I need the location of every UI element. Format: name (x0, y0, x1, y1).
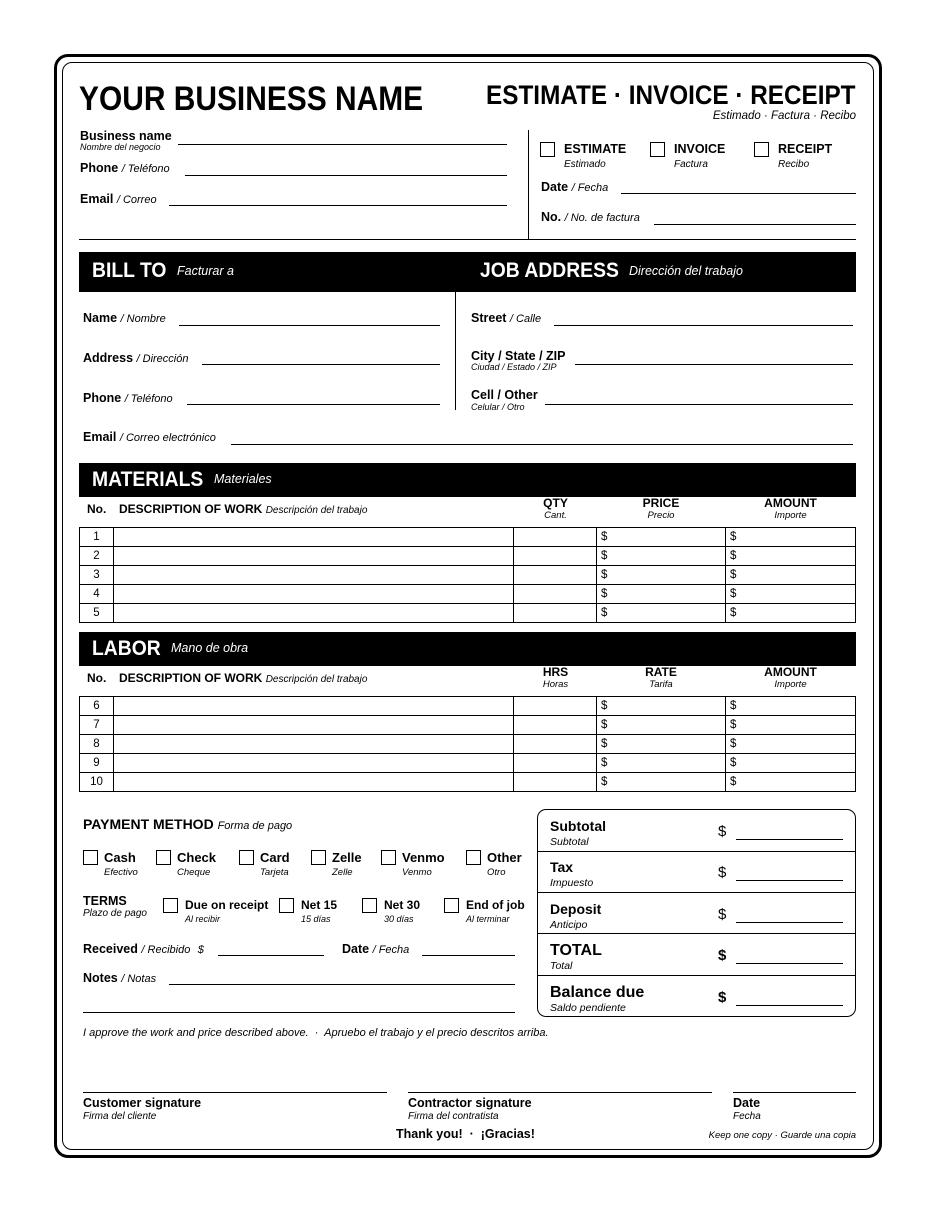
labor-title: LABOR (92, 637, 161, 660)
totals-amount-field[interactable] (736, 1005, 843, 1006)
table-row (80, 604, 856, 623)
notes-field-1[interactable] (169, 984, 515, 985)
bill-address-label: Address / Dirección (83, 351, 189, 365)
materials-price-header: PRICE Precio (642, 496, 680, 521)
document-title-sub: Estimado · Factura · Recibo (712, 110, 856, 122)
table-row (80, 566, 856, 585)
price-cell[interactable]: $ (597, 528, 726, 547)
labor-amount-header: AMOUNT Importe (764, 665, 817, 690)
totals-sub: Subtotal (550, 836, 589, 848)
row-number: 4 (80, 585, 114, 604)
payment-method-title: PAYMENT METHOD Forma de pago (83, 816, 293, 832)
quantity-cell[interactable] (514, 585, 597, 604)
payment-method-sub: Cheque (177, 867, 211, 878)
invoice-checkbox[interactable] (650, 142, 665, 157)
totals-box (537, 809, 856, 1017)
payment-method-label: Other (487, 850, 522, 865)
amount-cell[interactable]: $ (726, 566, 856, 585)
totals-amount-field[interactable] (736, 839, 843, 840)
estimate-option-sub: Estimado (564, 159, 606, 170)
materials-desc-header: DESCRIPTION OF WORK Descripción del trabajo (119, 502, 368, 516)
totals-row (538, 810, 855, 852)
thank-you: Thank you! · ¡Gracias! (396, 1127, 535, 1141)
payment-method-label: Card (260, 850, 290, 865)
quantity-cell[interactable] (514, 735, 597, 754)
quantity-cell[interactable] (514, 697, 597, 716)
totals-row (538, 976, 855, 1017)
materials-qty-header: QTY Cant. (543, 496, 568, 521)
payment-card-checkbox[interactable] (239, 850, 254, 865)
table-row (80, 528, 856, 547)
table-row (80, 585, 856, 604)
price-cell[interactable]: $ (597, 547, 726, 566)
received-field[interactable] (218, 955, 324, 956)
labor-rate-header: RATE Tarifa (645, 665, 677, 690)
totals-row (538, 893, 855, 935)
price-cell[interactable]: $ (597, 585, 726, 604)
row-number: 5 (80, 604, 114, 623)
table-row (80, 547, 856, 566)
amount-cell[interactable]: $ (726, 547, 856, 566)
payment-other-checkbox[interactable] (466, 850, 481, 865)
terms-checkbox[interactable] (444, 898, 459, 913)
table-row (80, 697, 856, 716)
bill-job-divider (455, 292, 456, 410)
job-city-sub: Ciudad / Estado / ZIP (471, 362, 557, 372)
terms-checkbox[interactable] (279, 898, 294, 913)
bill-name-label: Name / Nombre (83, 311, 166, 325)
invoice-option-label: INVOICE (674, 142, 726, 156)
description-cell[interactable] (114, 754, 514, 773)
payment-method-sub: Otro (487, 867, 506, 878)
job-address-title-sub: Dirección del trabajo (629, 264, 743, 278)
row-number: 2 (80, 547, 114, 566)
materials-no-header: No. (87, 502, 107, 516)
notes-field-2[interactable] (83, 1012, 515, 1013)
price-cell[interactable]: $ (597, 697, 726, 716)
price-cell[interactable]: $ (597, 773, 726, 792)
description-cell[interactable] (114, 697, 514, 716)
table-row (80, 754, 856, 773)
business-phone-label: Phone / Teléfono (80, 161, 170, 175)
materials-title-sub: Materiales (214, 472, 272, 486)
business-name-field[interactable] (178, 144, 507, 145)
quantity-cell[interactable] (514, 754, 597, 773)
payment-method-label: Zelle (332, 850, 362, 865)
totals-label: Balance due (550, 983, 645, 1001)
signature-date-label: Date (733, 1096, 761, 1110)
signature-date-line[interactable] (733, 1092, 856, 1093)
totals-sub: Total (550, 960, 573, 973)
job-cell-label: Cell / Other (471, 388, 538, 402)
description-cell[interactable] (114, 547, 514, 566)
job-cell-field[interactable] (545, 404, 853, 405)
totals-amount-field[interactable] (736, 880, 843, 881)
payment-method-sub: Efectivo (104, 867, 138, 878)
business-name-title: YOUR BUSINESS NAME (79, 80, 424, 118)
signature-date-sub: Fecha (733, 1111, 761, 1122)
amount-cell[interactable]: $ (726, 585, 856, 604)
amount-cell[interactable]: $ (726, 604, 856, 623)
contractor-signature-label: Contractor signature (408, 1096, 532, 1110)
job-street-label: Street / Calle (471, 311, 542, 325)
table-row (80, 735, 856, 754)
job-street-field[interactable] (554, 325, 853, 326)
labor-hrs-header: HRS Horas (542, 665, 569, 690)
materials-title: MATERIALS (92, 468, 204, 491)
business-name-label: Business name (80, 129, 172, 143)
totals-row (538, 851, 855, 893)
totals-label: Deposit (550, 900, 602, 917)
receipt-checkbox[interactable] (754, 142, 769, 157)
payment-venmo-checkbox[interactable] (381, 850, 396, 865)
totals-amount-field[interactable] (736, 922, 843, 923)
customer-signature-sub: Firma del cliente (83, 1111, 157, 1122)
description-cell[interactable] (114, 585, 514, 604)
amount-cell[interactable]: $ (726, 528, 856, 547)
totals-sub: Saldo pendiente (550, 1001, 626, 1014)
row-number: 8 (80, 735, 114, 754)
row-number: 9 (80, 754, 114, 773)
totals-sub: Impuesto (550, 877, 594, 890)
row-number: 6 (80, 697, 114, 716)
email-row-field[interactable] (231, 444, 853, 445)
terms-option-label: Net 30 (384, 898, 421, 912)
bill-phone-label: Phone / Teléfono (83, 391, 173, 405)
terms-option-sub: Al terminar (466, 914, 510, 924)
materials-table (79, 527, 856, 623)
business-phone-field[interactable] (185, 175, 507, 176)
description-cell[interactable] (114, 716, 514, 735)
customer-signature-label: Customer signature (83, 1096, 202, 1110)
payment-method-sub: Zelle (332, 867, 353, 878)
totals-label: Subtotal (550, 818, 606, 834)
terms-checkbox[interactable] (362, 898, 377, 913)
header-divider (79, 239, 856, 240)
labor-table (79, 696, 856, 792)
materials-amount-header: AMOUNT Importe (764, 496, 817, 521)
totals-currency: $ (718, 864, 727, 882)
table-row (80, 716, 856, 735)
price-cell[interactable]: $ (597, 735, 726, 754)
row-number: 1 (80, 528, 114, 547)
description-cell[interactable] (114, 773, 514, 792)
amount-cell[interactable]: $ (726, 716, 856, 735)
estimate-checkbox[interactable] (540, 142, 555, 157)
totals-row (538, 934, 855, 976)
payment-check-checkbox[interactable] (156, 850, 171, 865)
price-cell[interactable]: $ (597, 604, 726, 623)
payment-cash-checkbox[interactable] (83, 850, 98, 865)
totals-label: TOTAL (550, 942, 602, 960)
invoice-option-sub: Factura (674, 159, 708, 170)
totals-currency: $ (718, 947, 727, 965)
doc-date-field[interactable] (621, 193, 856, 194)
terms-checkbox[interactable] (163, 898, 178, 913)
terms-option-label: Net 15 (301, 898, 338, 912)
totals-currency: $ (718, 823, 727, 840)
description-cell[interactable] (114, 604, 514, 623)
terms-sub: Plazo de pago (83, 908, 147, 919)
approval-statement: I approve the work and price described above. · Apruebo el trabajo y el precio descritos arriba. (83, 1027, 549, 1039)
totals-currency: $ (718, 988, 727, 1006)
bill-name-field[interactable] (179, 325, 440, 326)
price-cell[interactable]: $ (597, 754, 726, 773)
price-cell[interactable]: $ (597, 716, 726, 735)
labor-no-header: No. (87, 671, 107, 685)
payment-method-label: Check (177, 850, 217, 865)
description-cell[interactable] (114, 735, 514, 754)
business-email-label: Email / Correo (80, 192, 157, 206)
quantity-cell[interactable] (514, 773, 597, 792)
amount-cell[interactable]: $ (726, 697, 856, 716)
receipt-option-sub: Recibo (778, 159, 810, 170)
payment-method-sub: Tarjeta (260, 867, 289, 878)
business-email-field[interactable] (169, 205, 507, 206)
contractor-signature-sub: Firma del contratista (408, 1111, 499, 1122)
document-title: ESTIMATE · INVOICE · RECEIPT (486, 80, 856, 110)
terms-option-label: End of job (466, 898, 525, 912)
terms-label: TERMS (83, 894, 127, 908)
labor-desc-header: DESCRIPTION OF WORK Descripción del trabajo (119, 671, 368, 685)
row-number: 3 (80, 566, 114, 585)
terms-option-sub: 15 días (301, 914, 331, 924)
job-city-label: City / State / ZIP (471, 349, 566, 363)
amount-cell[interactable]: $ (726, 735, 856, 754)
doc-number-field[interactable] (654, 224, 856, 225)
email-row-label: Email / Correo electrónico (83, 430, 216, 444)
header-vertical-divider (528, 130, 529, 240)
doc-number-label: No. / No. de factura (541, 210, 640, 224)
quantity-cell[interactable] (514, 547, 597, 566)
job-address-title: JOB ADDRESS (480, 259, 619, 282)
payment-method-label: Venmo (402, 850, 445, 865)
terms-option-sub: 30 días (384, 914, 414, 924)
received-label: Received / Recibido $ (83, 942, 204, 956)
row-number: 10 (80, 773, 114, 792)
job-cell-sub: Celular / Otro (471, 402, 525, 412)
payment-method-sub: Venmo (402, 867, 432, 878)
business-name-sub: Nombre del negocio (80, 142, 161, 152)
labor-title-sub: Mano de obra (171, 641, 249, 655)
received-date-label: Date / Fecha (342, 942, 410, 956)
estimate-option-label: ESTIMATE (564, 142, 627, 156)
payment-zelle-checkbox[interactable] (311, 850, 326, 865)
received-date-field[interactable] (422, 955, 515, 956)
job-city-field[interactable] (575, 364, 853, 365)
quantity-cell[interactable] (514, 716, 597, 735)
customer-signature-line[interactable] (83, 1092, 387, 1093)
quantity-cell[interactable] (514, 566, 597, 585)
totals-sub: Anticipo (550, 918, 588, 931)
totals-label: Tax (550, 859, 574, 876)
quantity-cell[interactable] (514, 528, 597, 547)
amount-cell[interactable]: $ (726, 754, 856, 773)
terms-option-sub: Al recibir (185, 914, 221, 924)
contractor-signature-line[interactable] (408, 1092, 712, 1093)
quantity-cell[interactable] (514, 604, 597, 623)
bill-phone-field[interactable] (187, 404, 440, 405)
terms-option-label: Due on receipt (185, 898, 269, 912)
copy-note: Keep one copy · Guarde una copia (708, 1130, 856, 1141)
notes-label: Notes / Notas (83, 971, 157, 985)
amount-cell[interactable]: $ (726, 773, 856, 792)
row-number: 7 (80, 716, 114, 735)
bill-to-title: BILL TO (92, 259, 167, 282)
price-cell[interactable]: $ (597, 566, 726, 585)
description-cell[interactable] (114, 528, 514, 547)
payment-method-label: Cash (104, 850, 136, 865)
table-row (80, 773, 856, 792)
receipt-option-label: RECEIPT (778, 142, 833, 156)
description-cell[interactable] (114, 566, 514, 585)
totals-amount-field[interactable] (736, 963, 843, 964)
totals-currency: $ (718, 905, 727, 923)
bill-to-title-sub: Facturar a (177, 264, 234, 278)
doc-date-label: Date / Fecha (541, 180, 609, 194)
bill-address-field[interactable] (202, 364, 440, 365)
